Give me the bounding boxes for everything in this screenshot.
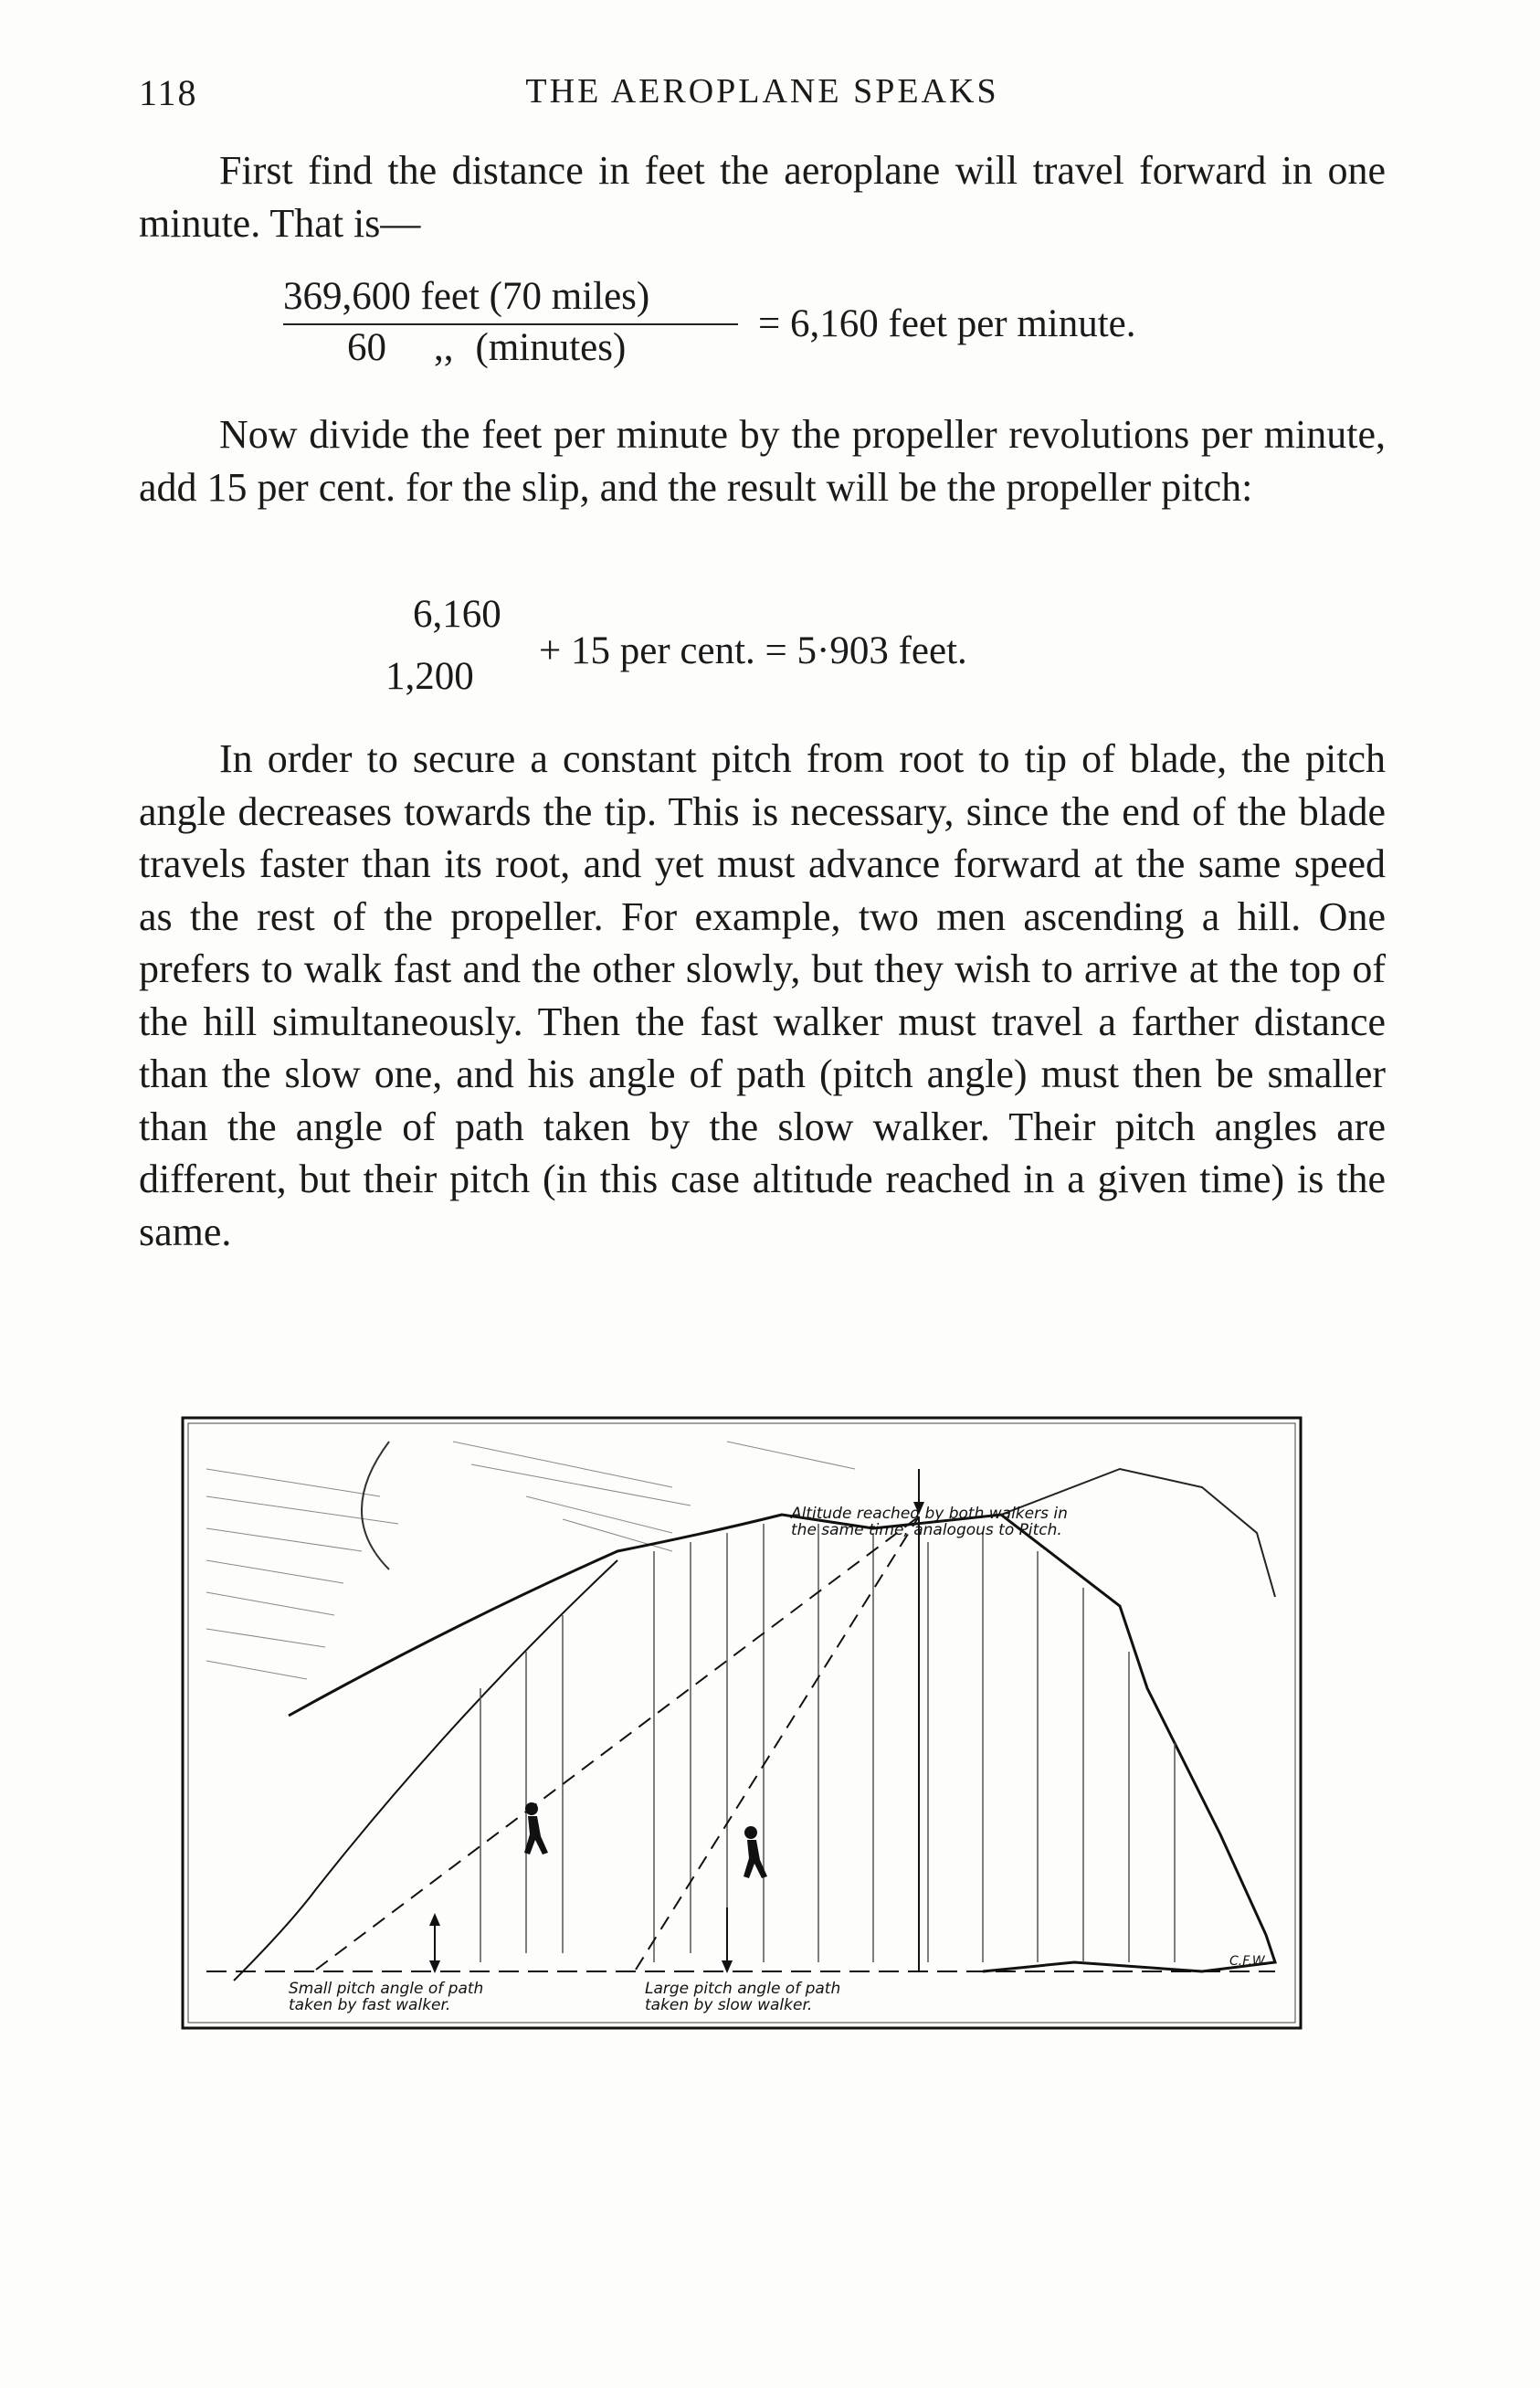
annotation-altitude-line-1: Altitude reached by both walkers in (791, 1505, 1068, 1523)
sky-hatching (206, 1442, 855, 1679)
hill-walkers-illustration (179, 1414, 1308, 2034)
illustration-drawing (179, 1414, 1308, 2034)
cloud-arc (362, 1442, 389, 1569)
equation-2-result: + 15 per cent. = 5·903 feet. (539, 629, 967, 672)
paragraph-1 (139, 144, 1386, 249)
equation-2-denominator: 1,200 (385, 655, 474, 698)
equation-1-numerator: 369,600 feet (70 miles) (283, 275, 650, 318)
fast-walker-path (316, 1516, 919, 1970)
running-title: THE AEROPLANE SPEAKS (525, 72, 999, 111)
annotation-small-angle-line-1: Small pitch angle of path (289, 1980, 484, 1998)
annotation-small-angle (289, 1981, 483, 2013)
page-number: 118 (139, 72, 198, 113)
hill-outline (289, 1515, 1275, 1971)
annotation-large-angle-line-1: Large pitch angle of path (645, 1980, 841, 1998)
fast-walker-figure (524, 1802, 548, 1854)
paragraph-1-text: First find the distance in feet the aeroplane will travel forward in one minute. That is— (139, 148, 1386, 246)
equation-2-numerator: 6,160 (413, 593, 501, 636)
equation-1-den-value: 60 (347, 326, 386, 369)
annotation-altitude (791, 1506, 1068, 1538)
slow-walker-path (636, 1516, 919, 1970)
paragraph-2-text: Now divide the feet per minute by the propeller revolutions per minute, add 15 per cent. for the slip, and the result will be the propeller pitch: (139, 412, 1386, 510)
artist-signature: C.F.W. (1229, 1954, 1269, 1969)
paragraph-2 (139, 408, 1386, 513)
figure-border (183, 1418, 1301, 2028)
paragraph-3-text: In order to secure a constant pitch from root to tip of blade, the pitch angle decreases towards the tip. This is necessary, since the end of the blade travels faster than its root, and yet must advance forward at the same speed as the rest of the propeller. For example, two men ascending a hill. One prefers to walk fast and the other slowly, but they wish to arrive at the top of the hill simultaneously. Then the fast walker must travel a farther distance than the slow one, and his angle of path (pitch angle) must then be smaller than the angle of path taken by the slow walker. Their pitch angles are different, but their pitch (in this case altitude reached in a given time) is the same. (139, 736, 1386, 1254)
cliff-hatching (480, 1521, 1175, 1962)
ditto-mark: ,, (434, 326, 454, 369)
annotation-altitude-line-2: the same time, analogous to Pitch. (791, 1521, 1062, 1539)
page-header (139, 71, 1386, 126)
equation-1-den-unit: (minutes) (475, 326, 627, 369)
equation-feet-per-minute (283, 274, 1379, 393)
equation-1-result: = 6,160 feet per minute. (758, 302, 1136, 345)
annotation-small-angle-line-2: taken by fast walker. (289, 1996, 451, 2014)
equation-propeller-pitch (385, 592, 1208, 711)
annotation-large-angle (645, 1981, 840, 2013)
paragraph-3 (139, 733, 1386, 1258)
annotation-large-angle-line-2: taken by slow walker. (645, 1996, 813, 2014)
equation-1-denominator (347, 325, 626, 370)
